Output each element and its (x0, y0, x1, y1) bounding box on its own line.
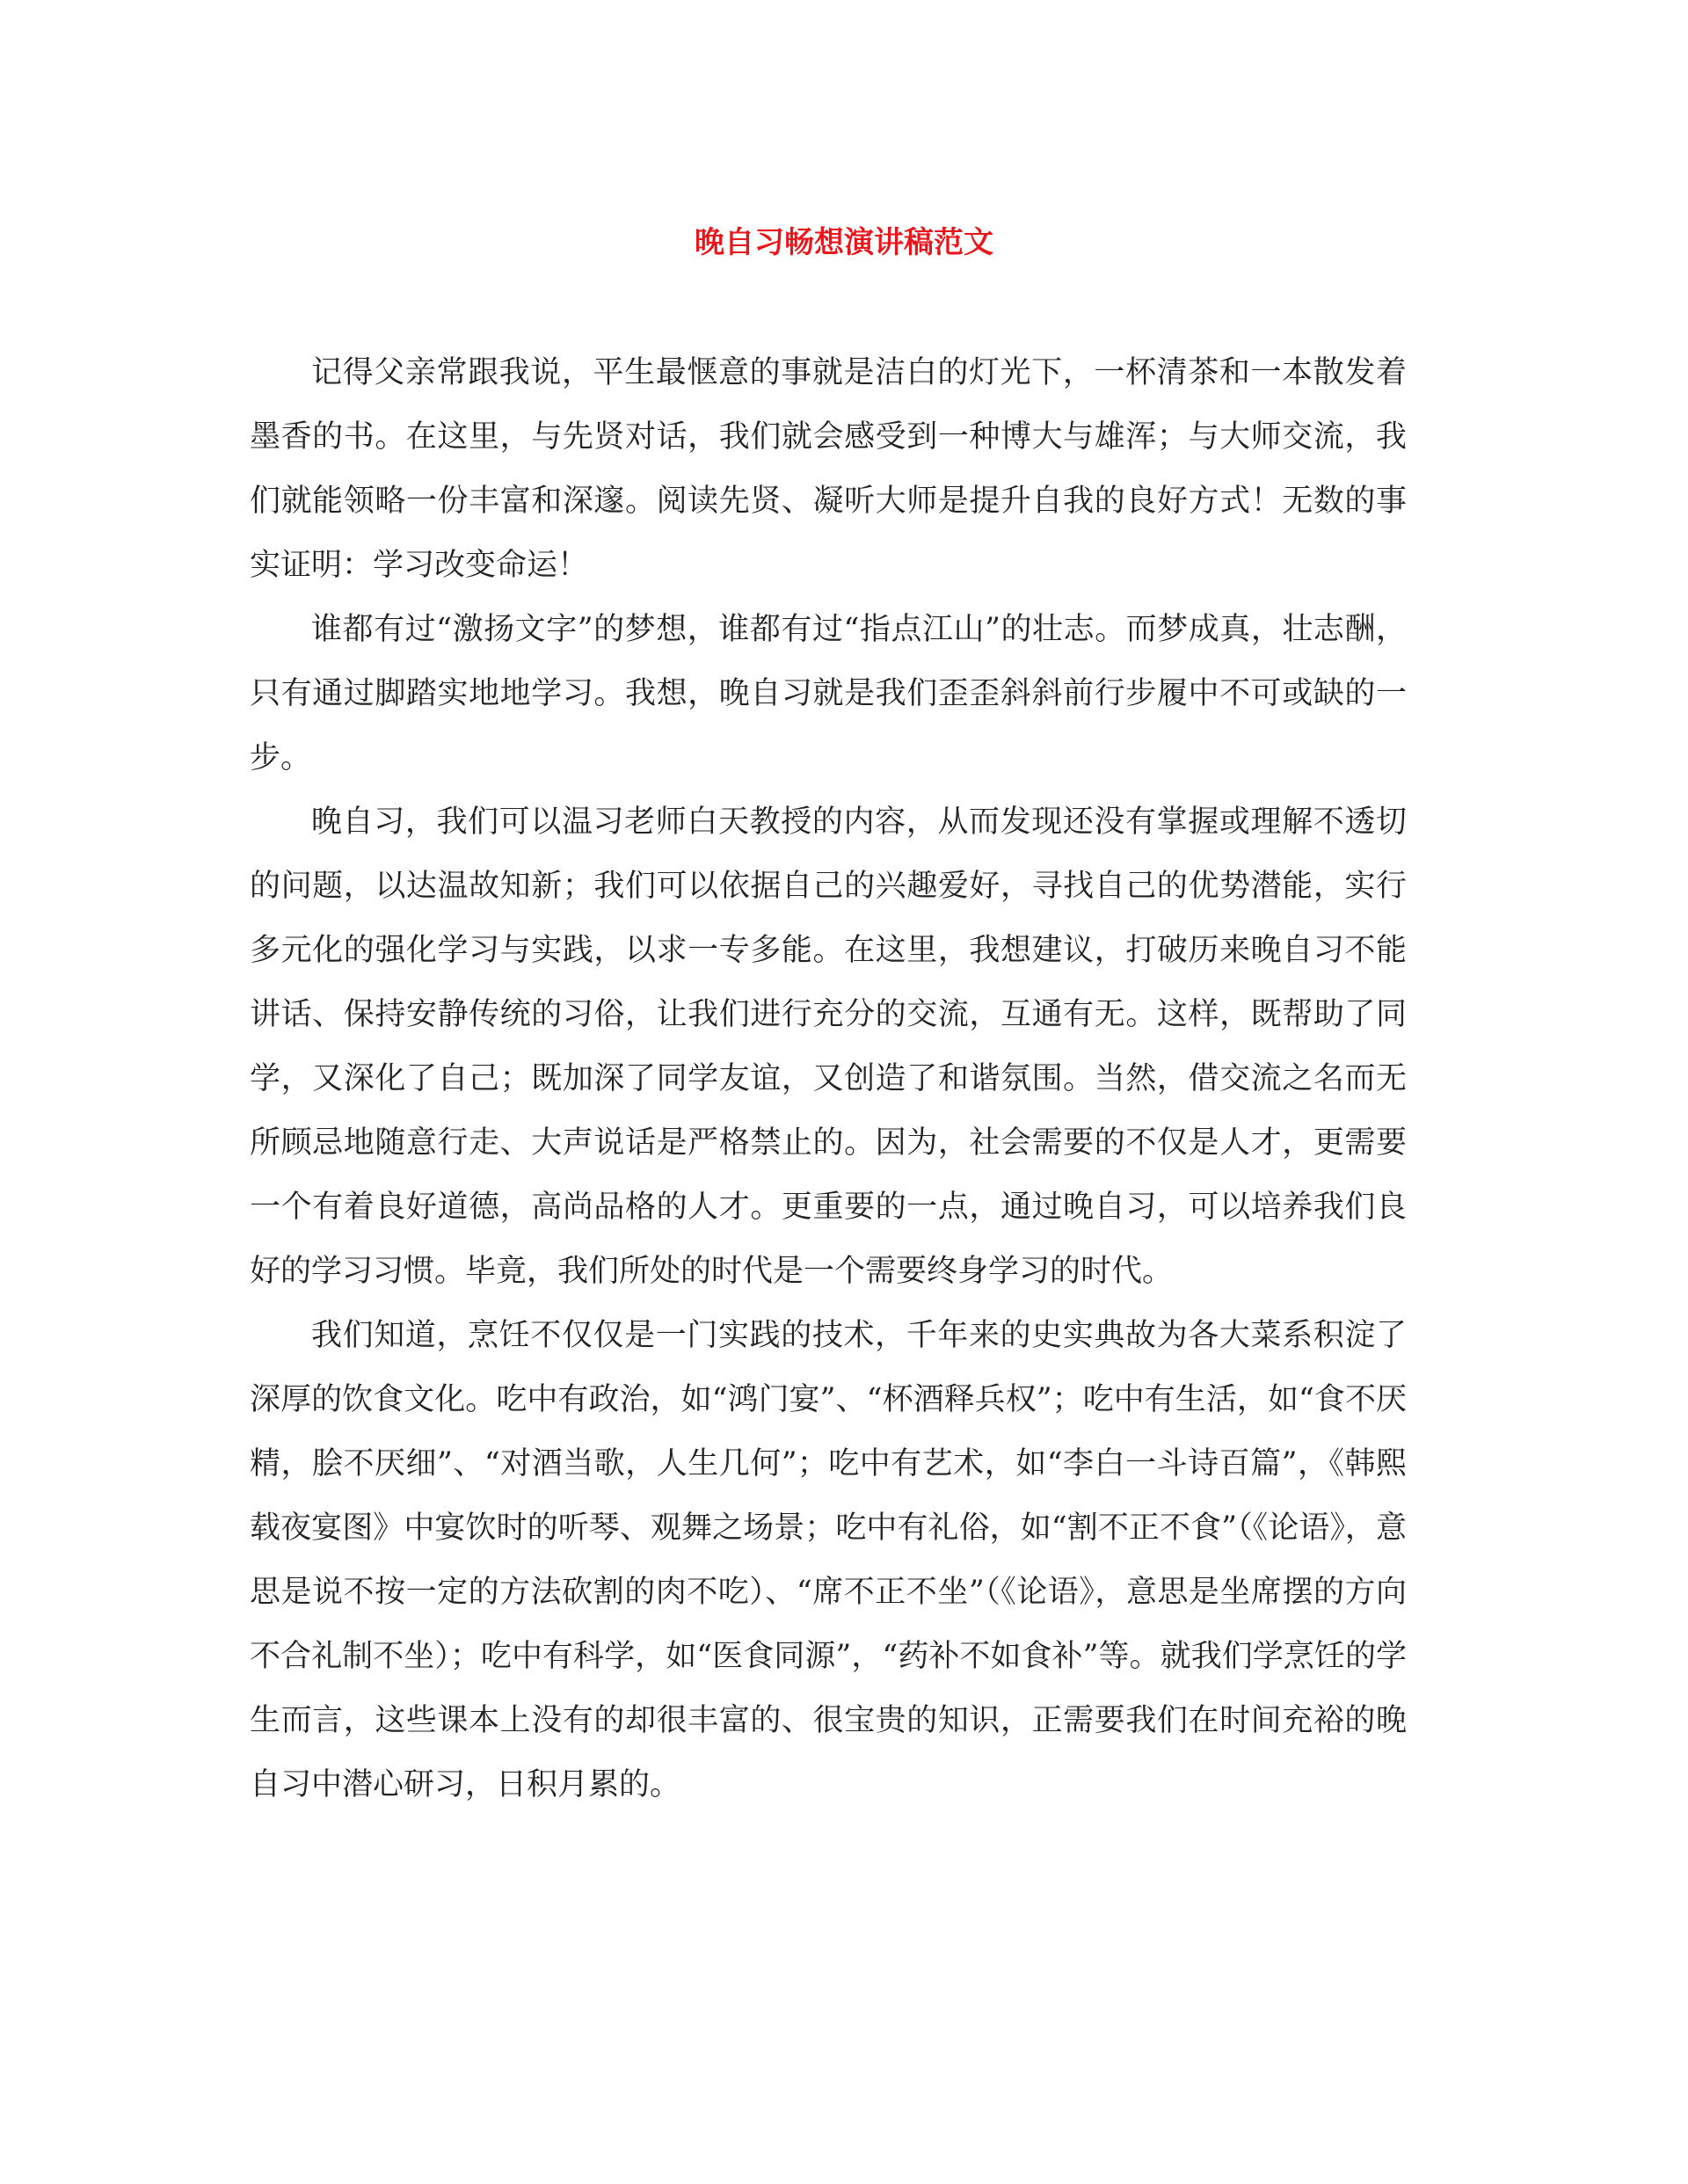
document-title: 晚自习畅想演讲稿范文 (695, 225, 993, 260)
paragraph-3: 晚自习，我们可以温习老师白天教授的内容，从而发现还没有掌握或理解不透切的问题，以达温故知新；我们可以依据自己的兴趣爱好，寻找自己的优势潜能，实行多元化的强化学习与实践，以求一专多能。在这里，我想建议，打破历来晚自习不能讲话、保持安静传统的习俗，让我们进行充分的交流，互通有无。这样，既帮助了同学，又深化了自己；既加深了同学友谊，又创造了和谐氛围。当然，借交流之名而无所顾忌地随意行走、大声说话是严格禁止的。因为，社会需要的不仅是人才，更需要一个有着良好道德，高尚品格的人才。更重要的一点，通过晚自习，可以培养我们良好的学习习惯。毕竟，我们所处的时代是一个需要终身学习的时代。 (250, 804, 1407, 1289)
paragraph-2: 谁都有过“激扬文字”的梦想，谁都有过“指点江山”的壮志。而梦成真，壮志酬，只有通过脚踏实地地学习。我想，晚自习就是我们歪歪斜斜前行步履中不可或缺的一步。 (250, 612, 1407, 775)
document-body (250, 341, 1407, 1817)
paragraph-1: 记得父亲常跟我说，平生最惬意的事就是洁白的灯光下，一杯清茶和一本散发着墨香的书。在这里，与先贤对话，我们就会感受到一种博大与雄浑；与大师交流，我们就能领略一份丰富和深邃。阅读先贤、凝听大师是提升自我的良好方式！无数的事实证明：学习改变命运！ (250, 355, 1407, 583)
paragraph-4: 我们知道，烹饪不仅仅是一门实践的技术，千年来的史实典故为各大菜系积淀了深厚的饮食文化。吃中有政治，如“鸿门宴”、“杯酒释兵权”；吃中有生活，如“食不厌精，脍不厌细”、“对酒当歌，人生几何”；吃中有艺术，如“李白一斗诗百篇”，《韩熙载夜宴图》中宴饮时的听琴、观舞之场景；吃中有礼俗，如“割不正不食”（《论语》，意思是说不按一定的方法砍割的肉不吃）、“席不正不坐”（《论语》，意思是坐席摆的方向不合礼制不坐）；吃中有科学，如“医食同源”，“药补不如食补”等。就我们学烹饪的学生而言，这些课本上没有的却很丰富的、很宝贵的知识，正需要我们在时间充裕的晚自习中潜心研习，日积月累的。 (250, 1318, 1407, 1802)
